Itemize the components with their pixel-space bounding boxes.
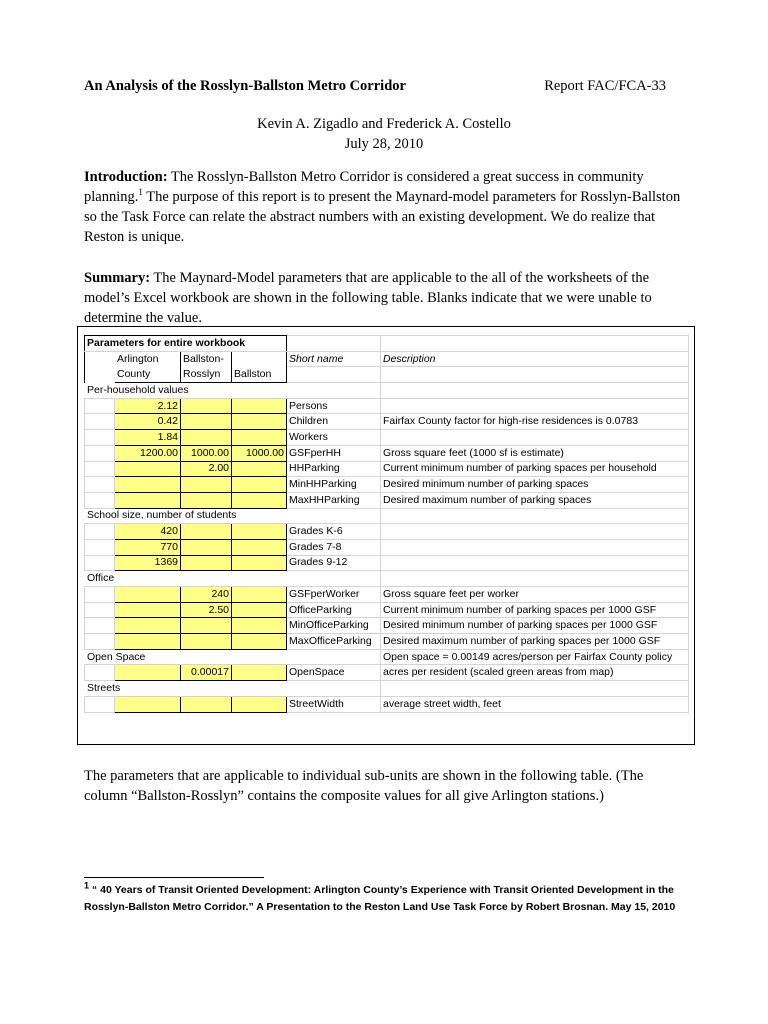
value-cell-ballston [232, 618, 287, 634]
parameters-table [84, 335, 689, 713]
introduction-text-b: The purpose of this report is to present the Maynard-model parameters for Rosslyn-Ballston so the Task Force can relate the abstract numbers with an existing development. We do realize that Reston is unique. [84, 189, 681, 245]
value-cell-ballston-rosslyn [181, 555, 232, 571]
description-cell [381, 555, 689, 571]
value-cell-ballston-rosslyn [181, 696, 232, 712]
parameters-spreadsheet [77, 326, 695, 745]
short-name-cell: MaxOfficeParking [287, 634, 381, 650]
description-cell [381, 398, 689, 414]
short-name-cell: HHParking [287, 461, 381, 477]
description-cell: Desired maximum number of parking spaces [381, 492, 689, 508]
section-label: Office [85, 571, 287, 587]
short-name-cell: Grades 7-8 [287, 539, 381, 555]
description-cell: Desired minimum number of parking spaces [381, 477, 689, 493]
value-cell-ballston-rosslyn: 2.00 [181, 461, 232, 477]
short-name-cell: Grades 9-12 [287, 555, 381, 571]
blank-cell [85, 524, 115, 540]
value-cell-ballston-rosslyn [181, 492, 232, 508]
description-header: Description [381, 351, 689, 367]
value-cell-arlington [115, 587, 181, 603]
value-cell-ballston-rosslyn [181, 398, 232, 414]
value-cell-arlington [115, 602, 181, 618]
report-date: July 28, 2010 [344, 136, 424, 152]
short-name-cell: Workers [287, 430, 381, 446]
value-cell-ballston-rosslyn: 2.50 [181, 602, 232, 618]
short-name-cell: OfficeParking [287, 602, 381, 618]
blank-cell [85, 430, 115, 446]
table-row [85, 461, 689, 477]
description-cell: Desired maximum number of parking spaces per 1000 GSF [381, 634, 689, 650]
description-cell: Current minimum number of parking spaces per 1000 GSF [381, 602, 689, 618]
value-cell-ballston-rosslyn [181, 634, 232, 650]
value-cell-arlington [115, 492, 181, 508]
table-row [85, 681, 689, 697]
authors: Kevin A. Zigadlo and Frederick A. Costello [257, 116, 511, 132]
short-name-cell [287, 383, 381, 399]
value-cell-arlington [115, 665, 181, 681]
value-cell-arlington: 0.42 [115, 414, 181, 430]
description-cell: Gross square feet (1000 sf is estimate) [381, 445, 689, 461]
short-name-cell: Grades K-6 [287, 524, 381, 540]
blank-cell [85, 414, 115, 430]
summary-paragraph [84, 268, 684, 328]
table-row [85, 602, 689, 618]
table-row [85, 587, 689, 603]
value-cell-arlington [115, 477, 181, 493]
short-name-cell: MinHHParking [287, 477, 381, 493]
value-cell-ballston-rosslyn [181, 539, 232, 555]
short-name-cell: OpenSpace [287, 665, 381, 681]
footnote-divider [84, 877, 264, 878]
value-cell-ballston [232, 539, 287, 555]
table-row [85, 492, 689, 508]
blank-cell [85, 618, 115, 634]
after-table-paragraph: The parameters that are applicable to individual sub-units are shown in the following table. (The column “Ballston-Rosslyn” contains the composite values for all give Arlington stations.) [84, 768, 644, 804]
table-row [85, 445, 689, 461]
value-cell-ballston [232, 602, 287, 618]
description-cell: Fairfax County factor for high-rise residences is 0.0783 [381, 414, 689, 430]
value-cell-ballston [232, 555, 287, 571]
col-header-ballston-rosslyn: Ballston- [181, 351, 232, 367]
value-cell-ballston [232, 524, 287, 540]
section-label: Per-household values [85, 383, 287, 399]
section-label: Open Space [85, 649, 287, 665]
blank-cell [85, 367, 115, 383]
value-cell-ballston-rosslyn [181, 524, 232, 540]
section-label: Streets [85, 681, 287, 697]
col-header-ballston-rosslyn-2: Rosslyn [181, 367, 232, 383]
description-cell [381, 430, 689, 446]
short-name-cell [287, 508, 381, 524]
blank-cell [85, 555, 115, 571]
summary-label: Summary: [84, 270, 151, 286]
introduction-label: Introduction: [84, 169, 168, 185]
table-row [85, 398, 689, 414]
table-row [85, 477, 689, 493]
col-header-ballston [232, 351, 287, 367]
value-cell-ballston-rosslyn: 240 [181, 587, 232, 603]
short-name-cell [287, 681, 381, 697]
value-cell-arlington: 1.84 [115, 430, 181, 446]
footnote [84, 882, 704, 916]
document-title: An Analysis of the Rosslyn-Ballston Metro Corridor [84, 78, 406, 94]
value-cell-ballston-rosslyn: 1000.00 [181, 445, 232, 461]
short-name-cell: GSFperWorker [287, 587, 381, 603]
value-cell-ballston-rosslyn [181, 618, 232, 634]
short-name-cell: StreetWidth [287, 696, 381, 712]
blank-cell [85, 477, 115, 493]
table-row [85, 696, 689, 712]
footnote-text: “ 40 Years of Transit Oriented Development: Arlington County’s Experience with Transit Oriented Development in the Rosslyn-Ballston Metro Corridor.” A Presentation to the Reston Land Use Task Force by Robert Brosnan. May 15, 2010 [84, 884, 676, 913]
value-cell-ballston [232, 634, 287, 650]
col-header-ballston-2: Ballston [232, 367, 287, 383]
description-cell [381, 681, 689, 697]
description-cell [381, 383, 689, 399]
value-cell-ballston [232, 398, 287, 414]
blank-cell [287, 367, 381, 383]
introduction-paragraph [84, 167, 684, 247]
description-cell [381, 508, 689, 524]
blank-cell [85, 445, 115, 461]
report-id: Report FAC/FCA-33 [544, 78, 666, 94]
introduction-text-a: The Rosslyn-Ballston Metro Corridor is considered a great success in community planning. [84, 169, 644, 205]
short-name-cell: MinOfficeParking [287, 618, 381, 634]
footnote-ref[interactable]: 1 [138, 187, 143, 198]
value-cell-ballston [232, 477, 287, 493]
table-row [85, 414, 689, 430]
short-name-cell: Persons [287, 398, 381, 414]
value-cell-ballston-rosslyn [181, 414, 232, 430]
description-cell: Desired minimum number of parking spaces per 1000 GSF [381, 618, 689, 634]
blank-cell [85, 602, 115, 618]
value-cell-arlington: 1369 [115, 555, 181, 571]
short-name-cell [287, 571, 381, 587]
value-cell-arlington [115, 634, 181, 650]
value-cell-arlington: 1200.00 [115, 445, 181, 461]
description-cell [381, 539, 689, 555]
table-row [85, 555, 689, 571]
table-row [85, 618, 689, 634]
description-cell: Gross square feet per worker [381, 587, 689, 603]
value-cell-arlington: 420 [115, 524, 181, 540]
description-cell [381, 571, 689, 587]
value-cell-ballston [232, 430, 287, 446]
table-row [85, 649, 689, 665]
short-name-cell: Children [287, 414, 381, 430]
col-header-arlington: Arlington [115, 351, 181, 367]
table-row [85, 383, 689, 399]
value-cell-ballston: 1000.00 [232, 445, 287, 461]
value-cell-ballston [232, 587, 287, 603]
value-cell-ballston-rosslyn [181, 430, 232, 446]
value-cell-arlington [115, 696, 181, 712]
blank-cell [85, 351, 115, 367]
table-row [85, 571, 689, 587]
blank-cell [287, 336, 381, 352]
blank-cell [381, 336, 689, 352]
blank-cell [85, 492, 115, 508]
short-name-cell [287, 649, 381, 665]
table-title: Parameters for entire workbook [85, 336, 287, 352]
short-name-cell: MaxHHParking [287, 492, 381, 508]
document-header [84, 78, 666, 95]
blank-cell [85, 461, 115, 477]
value-cell-ballston [232, 414, 287, 430]
description-cell: Current minimum number of parking spaces per household [381, 461, 689, 477]
value-cell-arlington: 770 [115, 539, 181, 555]
value-cell-ballston [232, 461, 287, 477]
value-cell-arlington [115, 461, 181, 477]
table-row [85, 665, 689, 681]
value-cell-ballston [232, 696, 287, 712]
value-cell-arlington [115, 618, 181, 634]
blank-cell [85, 539, 115, 555]
description-cell: average street width, feet [381, 696, 689, 712]
blank-cell [85, 696, 115, 712]
table-row [85, 634, 689, 650]
value-cell-ballston [232, 665, 287, 681]
table-row [85, 524, 689, 540]
description-cell: Open space = 0.00149 acres/person per Fairfax County policy [381, 649, 689, 665]
blank-cell [85, 587, 115, 603]
table-row [85, 508, 689, 524]
table-row [85, 430, 689, 446]
value-cell-ballston-rosslyn [181, 477, 232, 493]
short-name-cell: GSFperHH [287, 445, 381, 461]
footnote-number: 1 [84, 880, 90, 891]
value-cell-arlington: 2.12 [115, 398, 181, 414]
blank-cell [85, 634, 115, 650]
blank-cell [85, 398, 115, 414]
blank-cell [381, 367, 689, 383]
description-cell: acres per resident (scaled green areas from map) [381, 665, 689, 681]
section-label: School size, number of students [85, 508, 287, 524]
description-cell [381, 524, 689, 540]
value-cell-ballston-rosslyn: 0.00017 [181, 665, 232, 681]
table-row [85, 539, 689, 555]
short-name-header: Short name [287, 351, 381, 367]
value-cell-ballston [232, 492, 287, 508]
summary-text: The Maynard-Model parameters that are applicable to the all of the worksheets of the model’s Excel workbook are shown in the following table. Blanks indicate that we were unable to determine the value. [84, 270, 652, 326]
col-header-arlington-2: County [115, 367, 181, 383]
blank-cell [85, 665, 115, 681]
